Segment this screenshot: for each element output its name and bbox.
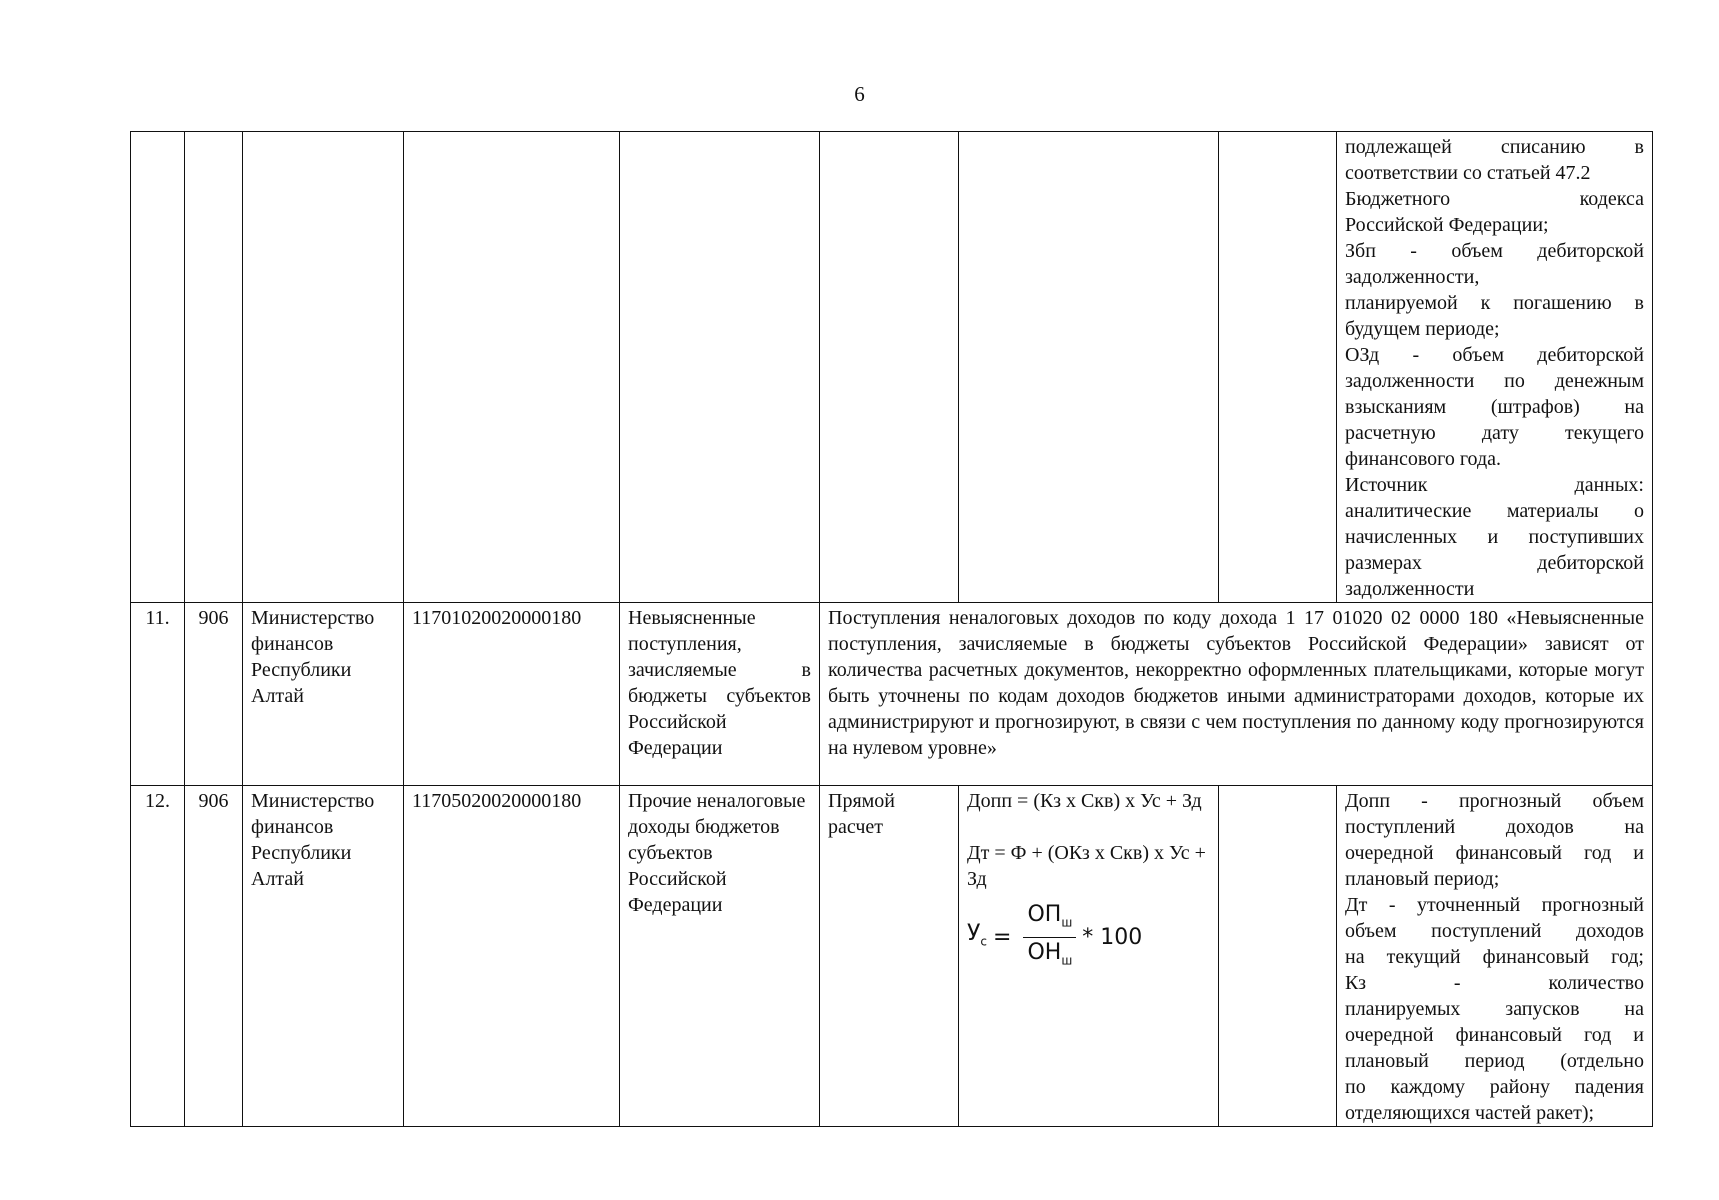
cell-name-empty: [620, 132, 820, 603]
fraction-denominator: $ОН_ш$: [1027, 940, 1073, 968]
cell-kbk: 11701020020000180: [404, 603, 620, 786]
cell-admin-code: 906: [185, 603, 243, 786]
explanation-line: объем поступлений доходов: [1345, 920, 1644, 942]
formula-lhs: $У_с$: [967, 921, 988, 949]
cell-row-number: 12.: [131, 786, 185, 1127]
explanation-line: отделяющихся частей ракет);: [1345, 1102, 1595, 1124]
explanation-line: Российской Федерации;: [1345, 214, 1549, 236]
explanation-line: расчетную дату текущего: [1345, 422, 1644, 444]
cell-admin-code: 906: [185, 786, 243, 1127]
explanation-line: по каждому району падения: [1345, 1076, 1644, 1098]
cell-extra-empty: [1219, 786, 1337, 1127]
cell-administrator: Министерство финансов Республики Алтай: [243, 603, 404, 786]
explanation-line: Бюджетного кодекса: [1345, 188, 1644, 210]
cell-number-empty: [131, 132, 185, 603]
explanation-line: задолженности по денежным: [1345, 370, 1644, 392]
cell-explanation: [1337, 786, 1653, 1127]
explanation-line: будущем периоде;: [1345, 318, 1500, 340]
explanation-line: на текущий финансовый год;: [1345, 946, 1644, 968]
explanation-line: Дт - уточненный прогнозный: [1345, 894, 1644, 916]
explanation-line: планируемой к погашению в: [1345, 292, 1644, 314]
explanation-line: поступлений доходов на: [1345, 816, 1644, 838]
explanation-line: подлежащей списанию в: [1345, 136, 1644, 158]
explanation-line: планируемых запусков на: [1345, 998, 1644, 1020]
cell-code-empty: [185, 132, 243, 603]
formula-fraction: [1023, 902, 1076, 974]
table-row-12: [131, 786, 1653, 1127]
explanation-line: финансового года.: [1345, 448, 1502, 470]
explanation-line: Кз - количество: [1345, 972, 1644, 994]
cell-kbk: 11705020020000180: [404, 786, 620, 1127]
explanation-line: Источник данных:: [1345, 474, 1644, 496]
explanation-line: Допп - прогнозный объем: [1345, 790, 1644, 812]
cell-extra-empty: [1219, 132, 1337, 603]
cell-method-empty: [820, 132, 959, 603]
cell-kbk-empty: [404, 132, 620, 603]
cell-formula: [959, 786, 1219, 1127]
fraction-numerator: $ОП_ш$: [1023, 902, 1076, 938]
formula-coefficient: [967, 902, 1210, 974]
formula-equals: =: [993, 924, 1012, 950]
explanation-line: очередной финансовый год и: [1345, 1024, 1644, 1046]
explanation-line: аналитические материалы о: [1345, 500, 1644, 522]
cell-revenue-name: Невыясненные поступления, зачисляемые в бюджеты субъектов Российской Федерации: [620, 603, 820, 786]
formula-current-year: Дт = Ф + (ОКз х Скв) х Ус + Зд: [967, 842, 1206, 890]
explanation-line: ОЗд - объем дебиторской: [1345, 344, 1644, 366]
explanation-line: плановый период;: [1345, 868, 1500, 890]
explanation-line: начисленных и поступивших: [1345, 526, 1644, 548]
explanation-line: задолженности: [1345, 578, 1475, 600]
cell-calc-method: Прямой расчет: [820, 786, 959, 1127]
explanation-line: плановый период (отдельно: [1345, 1050, 1644, 1072]
formula-multiplier: * 100: [1082, 924, 1143, 950]
explanation-line: задолженности,: [1345, 266, 1480, 288]
cell-administrator-empty: [243, 132, 404, 603]
revenue-forecast-table: [130, 131, 1653, 1127]
formula-forecast: Допп = (Кз х Скв) х Ус + Зд: [967, 790, 1202, 812]
explanation-line: размерах дебиторской: [1345, 552, 1644, 574]
cell-row-number: 11.: [131, 603, 185, 786]
cell-formula-empty: [959, 132, 1219, 603]
page-number: 6: [854, 82, 865, 106]
explanation-line: соответствии со статьей 47.2: [1345, 162, 1591, 184]
explanation-line: взысканиям (штрафов) на: [1345, 396, 1644, 418]
table-row-continuation: [131, 132, 1653, 603]
cell-explanation-continued: [1337, 132, 1653, 603]
table-row-11: [131, 603, 1653, 786]
cell-description: Поступления неналоговых доходов по коду дохода 1 17 01020 02 0000 180 «Невыясненные поступления, зачисляемые в бюджеты субъектов Российской Федерации» зависят от количества расчетных документов, некорректно оформленных плательщиками, которые могут быть уточнены по кодам доходов бюджетов иными администраторами доходов, которые их администрируют и прогнозируют, в связи с чем поступления по данному коду прогнозируются на нулевом уровне»: [820, 603, 1653, 786]
cell-revenue-name: Прочие неналоговые доходы бюджетов субъектов Российской Федерации: [620, 786, 820, 1127]
explanation-line: Збп - объем дебиторской: [1345, 240, 1644, 262]
explanation-line: очередной финансовый год и: [1345, 842, 1644, 864]
cell-administrator: Министерство финансов Республики Алтай: [243, 786, 404, 1127]
